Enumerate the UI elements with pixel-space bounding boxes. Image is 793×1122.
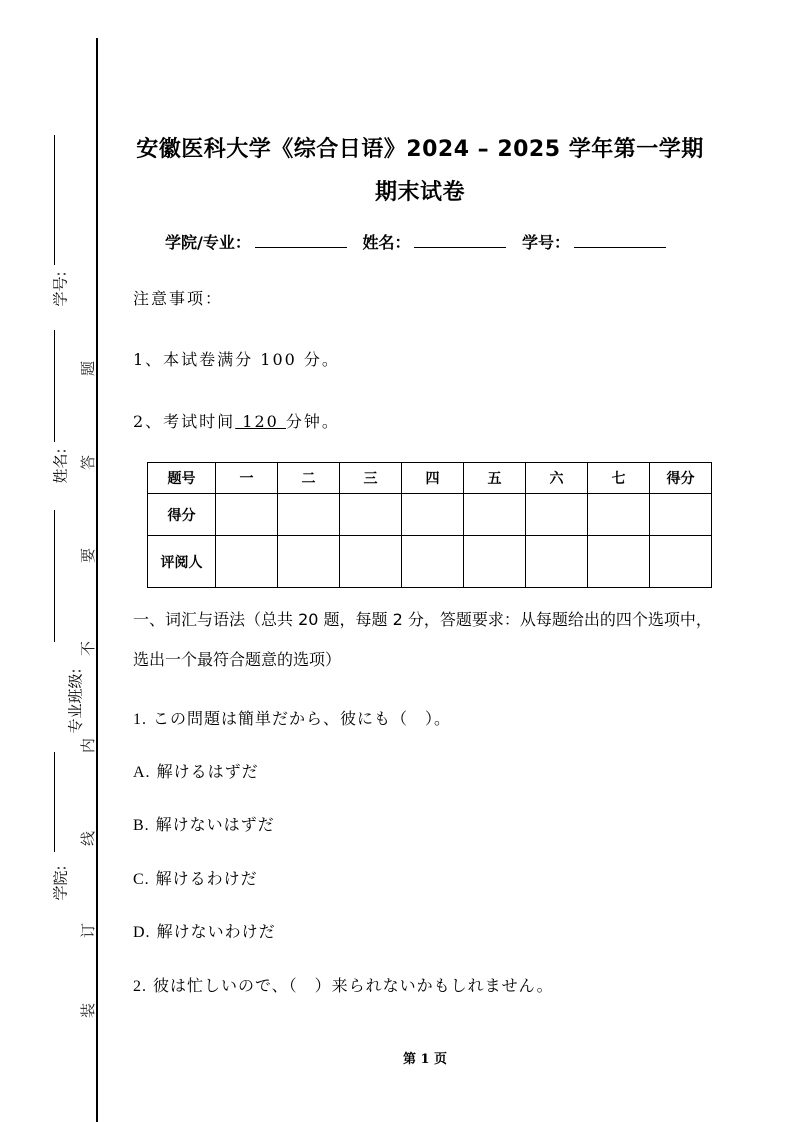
student-id-blank[interactable] <box>574 233 666 248</box>
exam-duration: 120 <box>235 412 286 431</box>
question-number: 1. <box>133 711 147 728</box>
score-cell[interactable] <box>402 494 464 536</box>
class-line <box>54 510 55 642</box>
section-1-title: 一、词汇与语法（总共 20 题，每题 2 分，答题要求：从每题给出的四个选项中，选出一个最符合题意的选项） <box>133 610 712 669</box>
note-item-1: 1、本试卷满分 100 分。 <box>133 350 340 369</box>
score-cell[interactable] <box>278 494 340 536</box>
option-a[interactable] <box>133 759 259 782</box>
note-item-2-suffix: 分钟。 <box>285 412 340 431</box>
option-d[interactable] <box>133 919 276 942</box>
score-table <box>147 462 712 588</box>
notes-heading: 注意事项： <box>133 289 224 308</box>
student-id-line <box>54 135 55 265</box>
option-letter: B. <box>133 817 150 834</box>
reviewer-cell[interactable] <box>588 536 650 588</box>
table-header-cell: 四 <box>402 463 464 494</box>
student-info-line <box>165 230 676 253</box>
option-letter: C. <box>133 871 150 888</box>
margin-char: 订 <box>79 922 98 939</box>
margin-char: 要 <box>79 547 98 564</box>
college-label: 学院: <box>51 865 70 901</box>
college-line <box>54 752 55 852</box>
table-header-row <box>148 463 712 494</box>
option-text: 解けるはずだ <box>156 762 259 781</box>
student-id-label: 学号: <box>51 271 70 307</box>
note-item-2 <box>133 409 340 432</box>
option-text: 解けないはずだ <box>155 815 275 834</box>
reviewer-cell[interactable] <box>216 536 278 588</box>
binding-rule <box>96 38 98 1122</box>
table-header-cell: 三 <box>340 463 402 494</box>
row-label-reviewer: 评阅人 <box>148 536 216 588</box>
reviewer-cell[interactable] <box>464 536 526 588</box>
exam-title: 安徽医科大学《综合日语》2024 – 2025 学年第一学期 <box>136 137 704 162</box>
page-number: 第 1 页 <box>402 1052 448 1067</box>
reviewer-cell[interactable] <box>526 536 588 588</box>
question-1 <box>133 706 451 729</box>
table-row-reviewer <box>148 536 712 588</box>
table-header-cell: 题号 <box>148 463 216 494</box>
table-row-score <box>148 494 712 536</box>
table-header-cell: 七 <box>588 463 650 494</box>
college-major-blank[interactable] <box>255 233 347 248</box>
question-text: 彼は忙しいので、（ ）来られないかもしれません。 <box>153 976 554 995</box>
option-text: 解けるわけだ <box>155 869 258 888</box>
margin-char: 不 <box>79 640 98 657</box>
score-cell[interactable] <box>650 494 712 536</box>
margin-char: 线 <box>79 830 98 847</box>
table-header-cell: 二 <box>278 463 340 494</box>
student-id-label: 学号： <box>522 233 571 252</box>
table-header-cell: 六 <box>526 463 588 494</box>
score-cell[interactable] <box>340 494 402 536</box>
table-header-cell: 得分 <box>650 463 712 494</box>
reviewer-cell[interactable] <box>340 536 402 588</box>
score-cell[interactable] <box>216 494 278 536</box>
row-label-score: 得分 <box>148 494 216 536</box>
college-major-label: 学院/专业： <box>165 233 251 252</box>
reviewer-cell[interactable] <box>402 536 464 588</box>
score-cell[interactable] <box>588 494 650 536</box>
exam-subtitle: 期末试卷 <box>374 180 465 205</box>
name-blank[interactable] <box>414 233 506 248</box>
question-number: 2. <box>133 978 147 995</box>
option-c[interactable] <box>133 866 258 889</box>
margin-char: 题 <box>79 360 98 377</box>
margin-char: 装 <box>79 1002 98 1019</box>
question-2 <box>133 973 554 996</box>
question-text: この問題は簡単だから、彼にも（ ）。 <box>153 709 452 728</box>
note-item-2-prefix: 2、考试时间 <box>133 412 236 431</box>
reviewer-cell[interactable] <box>278 536 340 588</box>
name-label: 姓名: <box>51 448 70 484</box>
score-cell[interactable] <box>526 494 588 536</box>
reviewer-cell[interactable] <box>650 536 712 588</box>
table-header-cell: 五 <box>464 463 526 494</box>
name-label: 姓名： <box>362 233 411 252</box>
score-cell[interactable] <box>464 494 526 536</box>
option-b[interactable] <box>133 812 275 835</box>
table-header-cell: 一 <box>216 463 278 494</box>
name-line <box>54 330 55 442</box>
option-letter: D. <box>133 924 151 941</box>
margin-char: 内 <box>79 737 98 754</box>
margin-char: 答 <box>79 454 98 471</box>
option-letter: A. <box>133 764 151 781</box>
class-label: 专业班级: <box>66 668 85 734</box>
option-text: 解けないわけだ <box>156 922 276 941</box>
